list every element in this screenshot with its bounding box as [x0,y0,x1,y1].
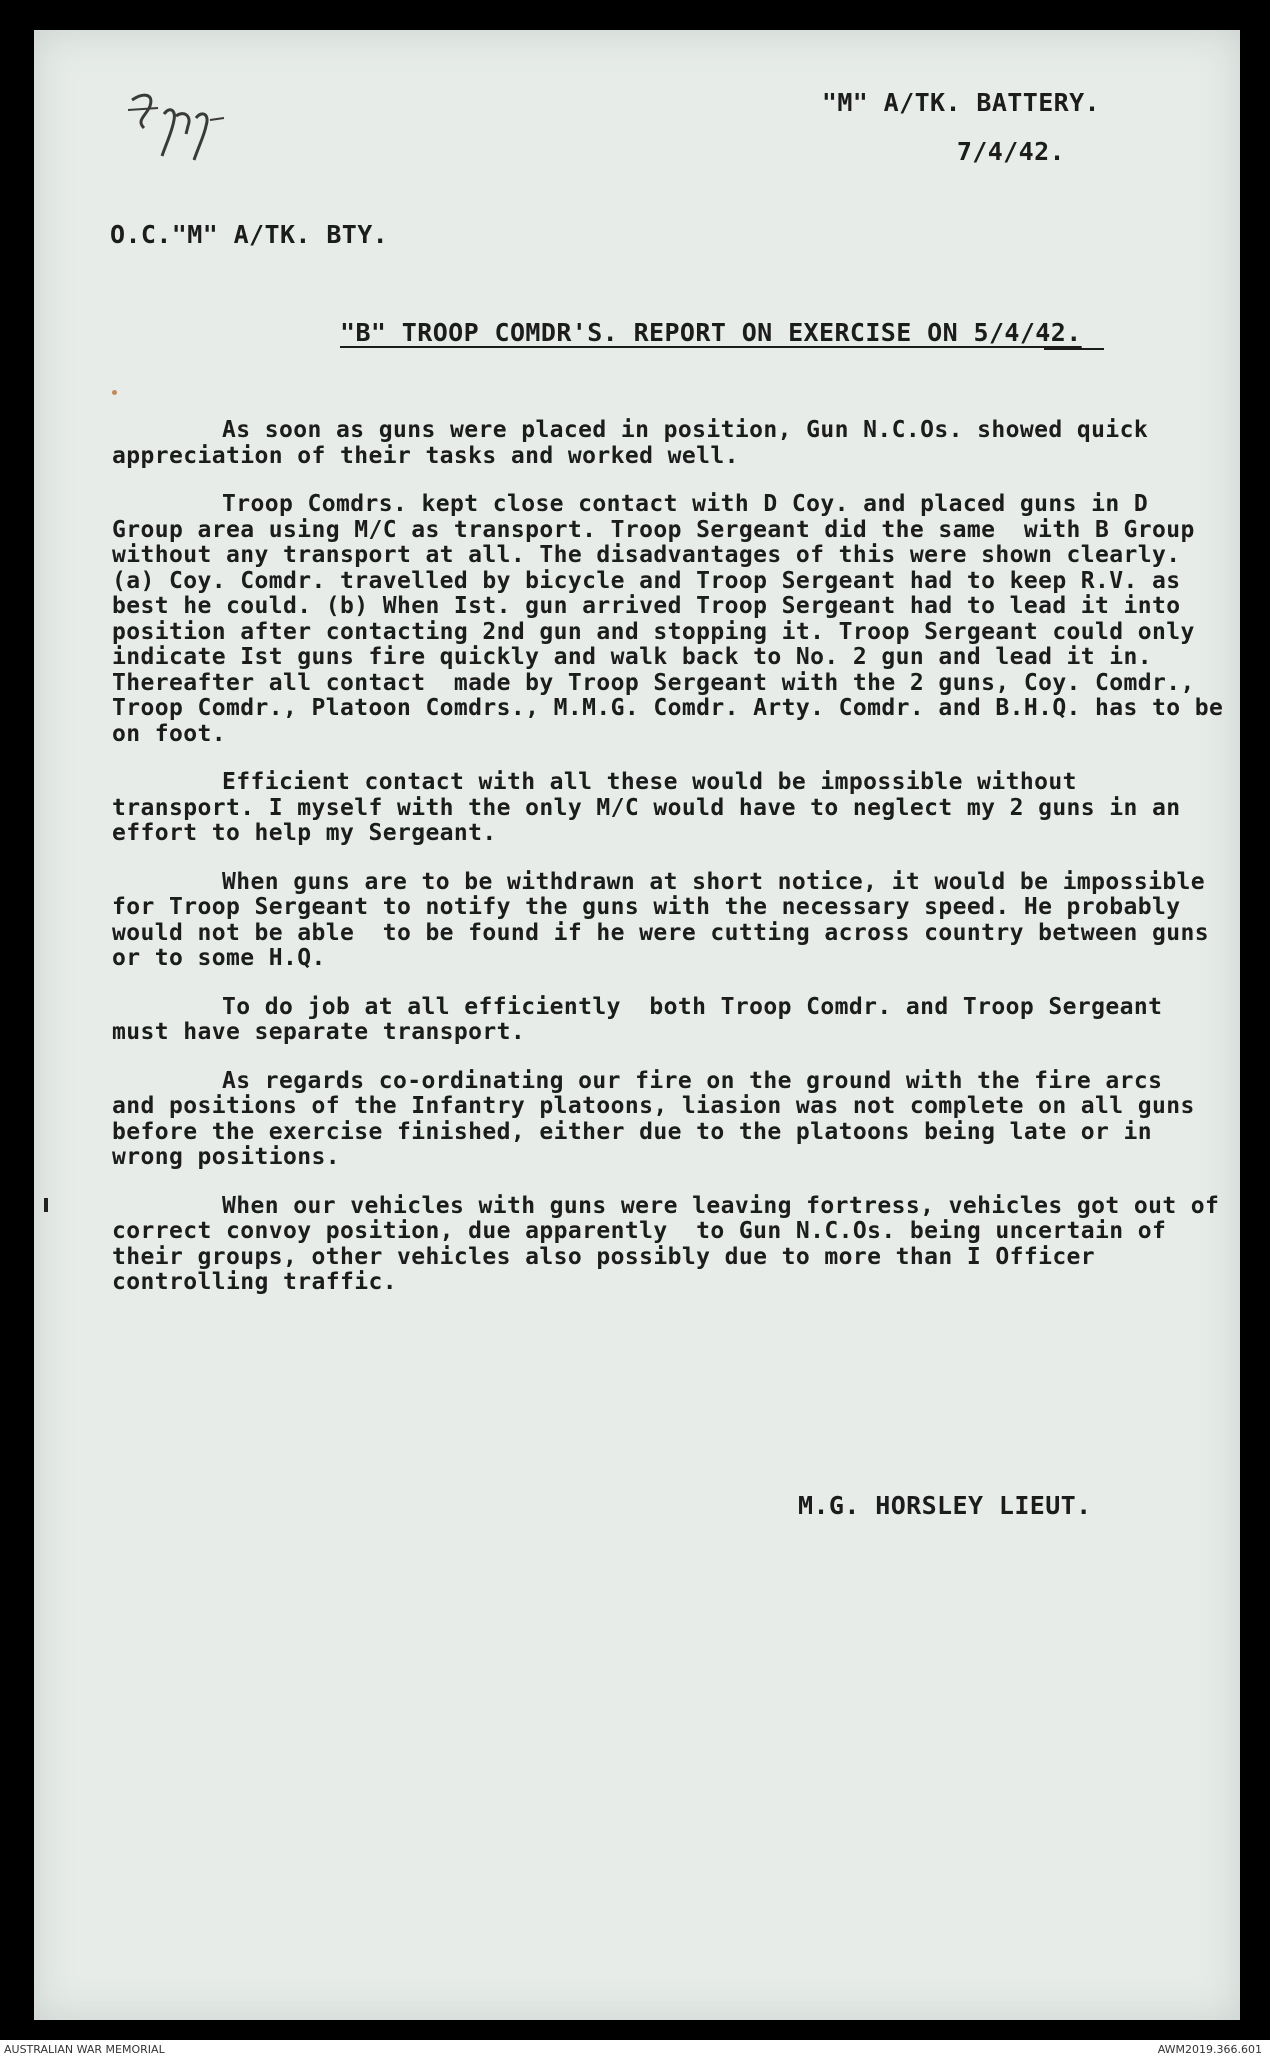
paragraph: As soon as guns were placed in position, Gun N.C.Os. showed quick appreciation of their tasks and worked well. [112,417,1163,469]
paper-speck [112,390,117,395]
punch-mark [44,1198,48,1212]
document-date: 7/4/42. [956,137,1065,166]
report-body [112,417,1238,1319]
battery-heading: "M" A/TK. BATTERY. [821,88,1100,117]
credit-bar [0,2040,1270,2061]
paragraph: To do job at all efficiently both Troop Comdr. and Troop Sergeant must have separate transport. [112,993,1191,1045]
title-underline-extension [1044,348,1104,350]
handwritten-annotation-icon [114,70,244,170]
addressee: O.C."M" A/TK. BTY. [110,220,389,249]
paragraph: When our vehicles with guns were leaving fortress, vehicles got out of correct convoy position, due apparently to Gun N.C.Os. being uncertain of their groups, other vehicles also possibly due to more than I Officer controlling traffic. [112,1192,1234,1295]
paragraph: Efficient contact with all these would be impossible without transport. I myself with the only M/C would have to neglect my 2 guns in an effort to help my Sergeant. [112,769,1195,846]
paper-sheet [34,30,1240,2020]
signature-block: M.G. HORSLEY LIEUT. [798,1491,1092,1520]
paragraph: As regards co-ordinating our fire on the ground with the fire arcs and positions of the Infantry platoons, liasion was not complete on all guns before the exercise finished, either due to the platoons being late or in wrong positions. [112,1067,1210,1170]
catalogue-number: AWM2019.366.601 [1157,2043,1262,2056]
paragraph: Troop Comdrs. kept close contact with D Coy. and placed guns in D Group area using M/C as transport. Troop Sergeant did the same with B Group without any transport at all. The disadvantages of this were shown clearly. (a) Coy. Comdr. travelled by bicycle and Troop Sergeant had to keep R.V. as best he could. (b) When Ist. gun arrived Troop Sergeant had to lead it into position after contacting 2nd gun and stopping it. Troop Sergeant could only indicate Ist guns fire quickly and walk back to No. 2 gun and lead it in. Thereafter all contact made by Troop Sergeant with the 2 guns, Coy. Comdr., Troop Comdr., Platoon Comdrs., M.M.G. Comdr. Arty. Comdr. and B.H.Q. has to be on foot. [112,491,1238,747]
paragraph: When guns are to be withdrawn at short notice, it would be impossible for Troop Sergeant to notify the guns with the necessary speed. He probably would not be able to be found if he were cutting across country between guns or to some H.Q. [112,868,1224,971]
institution-credit: AUSTRALIAN WAR MEMORIAL [4,2043,165,2056]
report-title: "B" TROOP COMDR'S. REPORT ON EXERCISE ON 5/4/42. [340,318,1082,347]
